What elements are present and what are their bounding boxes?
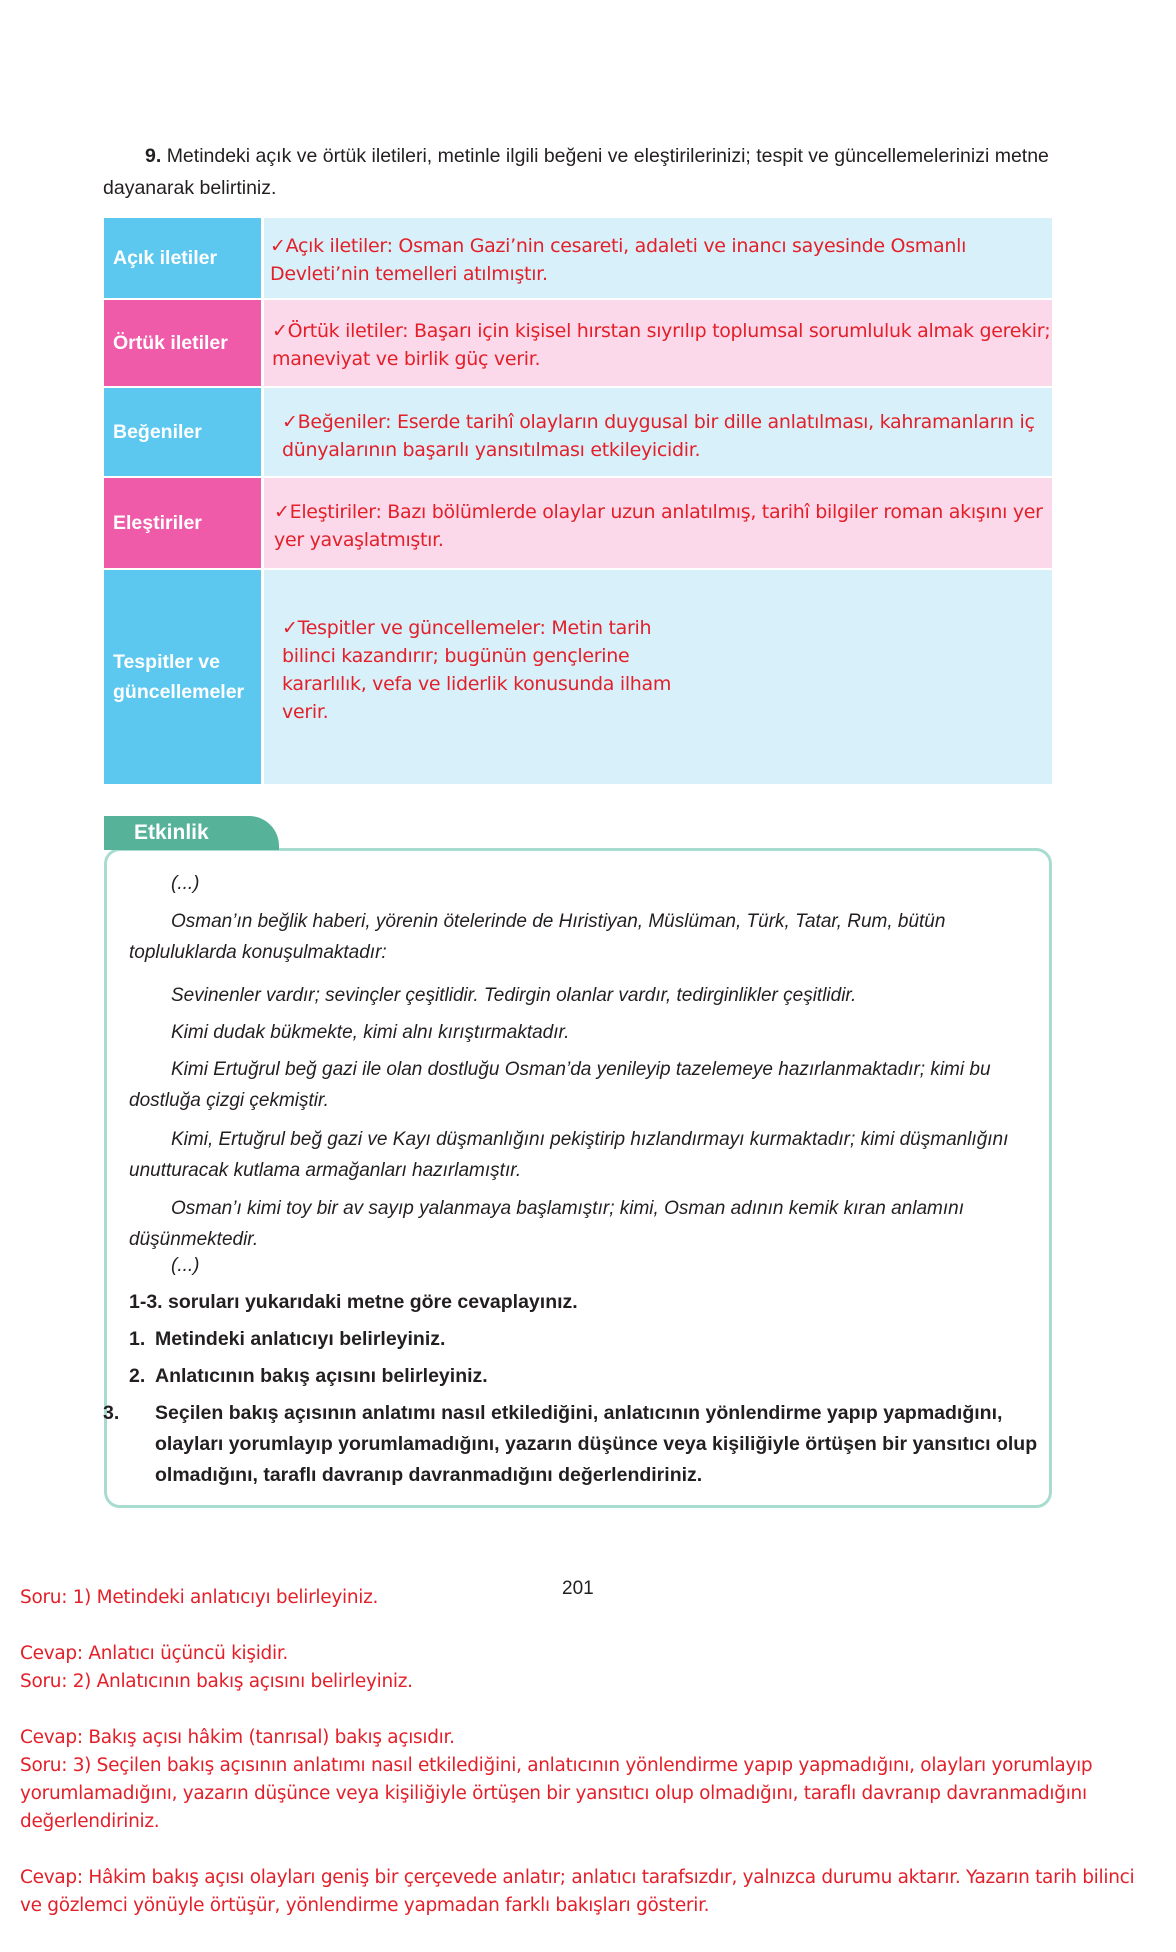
row-label: Beğeniler <box>104 388 261 476</box>
row-label: Tespitler ve güncellemeler <box>104 570 261 784</box>
row-cell <box>264 570 1052 784</box>
question-number: 9. <box>145 145 162 167</box>
question-item: 3. Seçilen bakış açısının anlatımı nasıl etkilediğini, anlatıcının yönlendirme yapıp yapmadığını, olayları yorumlayıp yorumlamadığını, yazarın düşünce veya kişiliğiyle örtüşen bir yansıtıcı olup olmadığını, taraflı davranıp davranmadığını değerlendiriniz. <box>103 1402 1038 1486</box>
answer-response: Cevap: Anlatıcı üçüncü kişidir. <box>20 1643 289 1664</box>
table-row <box>104 478 1052 568</box>
table-row <box>104 570 1052 784</box>
activity-paragraph: Osman’ın beğlik haberi, yörenin ötelerinde de Hıristiyan, Müslüman, Türk, Tatar, Rum, bütün topluluklarda konuşulmaktadır: <box>129 911 946 963</box>
check-icon: ✓ <box>270 235 286 257</box>
answer-response: Cevap: Hâkim bakış açısı olayları geniş bir çerçevede anlatır; anlatıcı tarafsızdır, yalnızca durumu aktarır. Yazarın tarih bilinci ve gözlemci yönüyle örtüşür, yönlendirme yapmadan farklı bakışları gösterir. <box>20 1867 1135 1916</box>
instruction: 1-3. soruları yukarıdaki metne göre cevaplayınız. <box>129 1291 578 1313</box>
check-icon: ✓ <box>282 411 298 433</box>
row-label: Eleştiriler <box>104 478 261 568</box>
table-row <box>104 218 1052 298</box>
activity-title: Etkinlik <box>104 816 279 850</box>
activity-paragraph: Kimi Ertuğrul beğ gazi ile olan dostluğu Osman’da yenileyip tazelemeye hazırlanmaktadır; kimi bu dostluğa çizgi çekmiştir. <box>129 1059 991 1111</box>
answer-text: ✓Açık iletiler: Osman Gazi’nin cesareti, adaleti ve inancı sayesinde Osmanlı Devleti’nin temelleri atılmıştır. <box>270 235 967 285</box>
question-text: Metindeki açık ve örtük iletileri, metinle ilgili beğeni ve eleştirilerinizi; tespit ve güncellemelerinizi metne dayanarak belirtiniz. <box>103 145 1049 199</box>
question-9 <box>103 140 1063 204</box>
answer-question: Soru: 2) Anlatıcının bakış açısını belirleyiniz. <box>20 1671 413 1692</box>
check-icon: ✓ <box>274 501 290 523</box>
row-cell <box>264 218 1052 298</box>
answer-text: ✓Beğeniler: Eserde tarihî olayların duygusal bir dille anlatılması, kahramanların iç dünyalarının başarılı yansıtılması etkileyicidir. <box>282 411 1035 461</box>
table-row <box>104 388 1052 476</box>
answer-text: ✓Tespitler ve güncellemeler: Metin tarih bilinci kazandırır; bugünün gençlerine kararlılık, vefa ve liderlik konusunda ilham verir. <box>282 617 672 723</box>
activity-paragraph: Kimi dudak bükmekte, kimi alnı kırıştırmaktadır. <box>171 1022 570 1043</box>
check-icon: ✓ <box>282 617 298 639</box>
row-label: Açık iletiler <box>104 218 261 298</box>
row-cell <box>264 300 1052 386</box>
question-item: 2. Anlatıcının bakış açısını belirleyiniz. <box>129 1365 488 1387</box>
answer-text: ✓Eleştiriler: Bazı bölümlerde olaylar uzun anlatılmış, tarihî bilgiler roman akışını yer yer yavaşlatmıştır. <box>274 501 1043 551</box>
ellipsis-end: (...) <box>171 1255 200 1276</box>
ellipsis-start: (...) <box>171 873 200 894</box>
activity-paragraph: Osman’ı kimi toy bir av sayıp yalanmaya başlamıştır; kimi, Osman adının kemik kıran anlamını düşünmektedir. <box>129 1198 964 1250</box>
answer-response: Cevap: Bakış açısı hâkim (tanrısal) bakış açısıdır. <box>20 1727 455 1748</box>
answer-text: ✓Örtük iletiler: Başarı için kişisel hırstan sıyrılıp toplumsal sorumluluk almak gerekir; maneviyat ve birlik güç verir. <box>272 320 1051 370</box>
answer-question: Soru: 3) Seçilen bakış açısının anlatımı nasıl etkilediğini, anlatıcının yönlendirme yapıp yapmadığını, olayları yorumlayıp yorumlamadığını, yazarın düşünce veya kişiliğiyle örtüşen bir yansıtıcı olup olmadığını, taraflı davranıp davranmadığını değerlendiriniz. <box>20 1755 1093 1832</box>
check-icon: ✓ <box>272 320 288 342</box>
row-cell <box>264 478 1052 568</box>
table-row <box>104 300 1052 386</box>
activity-paragraph: Sevinenler vardır; sevinçler çeşitlidir. Tedirgin olanlar vardır, tedirginlikler çeşitlidir. <box>171 985 857 1006</box>
row-cell <box>264 388 1052 476</box>
row-label: Örtük iletiler <box>104 300 261 386</box>
answer-question: Soru: 1) Metindeki anlatıcıyı belirleyiniz. <box>20 1587 379 1608</box>
activity-paragraph: Kimi, Ertuğrul beğ gazi ve Kayı düşmanlığını pekiştirip hızlandırmayı kurmaktadır; kimi düşmanlığını unutturacak kutlama armağanları hazırlamıştır. <box>129 1129 1009 1181</box>
question-item: 1. Metindeki anlatıcıyı belirleyiniz. <box>129 1328 446 1350</box>
answers-section <box>20 1584 1160 1920</box>
page-number: 201 <box>562 1578 594 1599</box>
